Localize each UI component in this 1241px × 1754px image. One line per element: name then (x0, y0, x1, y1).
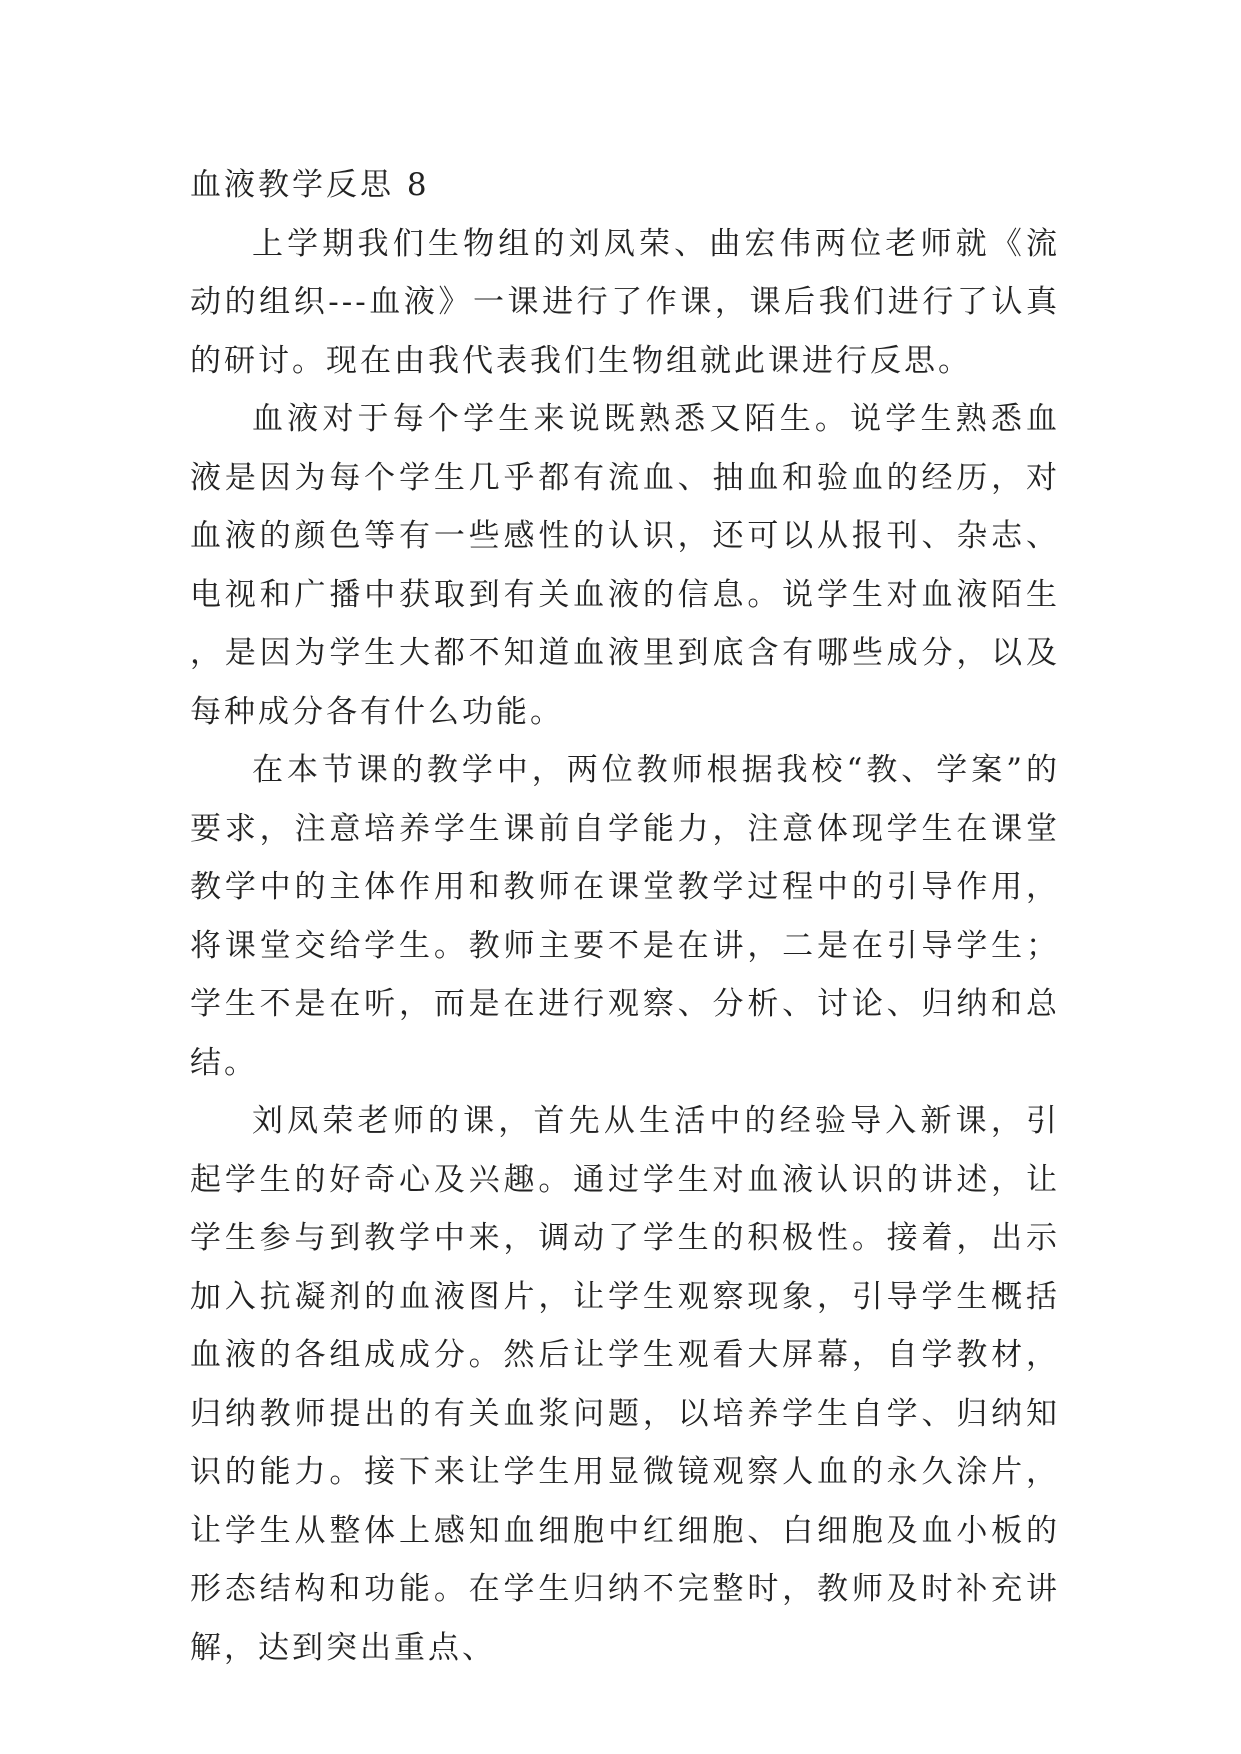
document-body (190, 156, 1060, 1677)
paragraph-student-familiarity: 血液对于每个学生来说既熟悉又陌生。说学生熟悉血液是因为每个学生几乎都有流血、抽血和验血的经历，对血液的颜色等有一些感性的认识，还可以从报刊、杂志、电视和广播中获取到有关血液的信息。说学生对血液陌生，是因为学生大都不知道血液里到底含有哪些成分，以及每种成分各有什么功能。 (190, 401, 1060, 730)
paragraph-liu-lesson: 刘凤荣老师的课，首先从生活中的经验导入新课，引起学生的好奇心及兴趣。通过学生对血液认识的讲述，让学生参与到教学中来，调动了学生的积极性。接着，出示加入抗凝剂的血液图片，让学生观察现象，引导学生概括血液的各组成成分。然后让学生观看大屏幕，自学教材，归纳教师提出的有关血浆问题，以培养学生自学、归纳知识的能力。接下来让学生用显微镜观察人血的永久涂片，让学生从整体上感知血细胞中红细胞、白细胞及血小板的形态结构和功能。在学生归纳不完整时，教师及时补充讲解，达到突出重点、 (190, 1103, 1060, 1666)
paragraph-course-intro: 上学期我们生物组的刘凤荣、曲宏伟两位老师就《流动的组织---血液》一课进行了作课，课后我们进行了认真的研讨。现在由我代表我们生物组就此课进行反思。 (190, 225, 1060, 379)
document-title: 血液教学反思 8 (190, 167, 430, 203)
paragraph-teaching-approach: 在本节课的教学中，两位教师根据我校“教、学案”的要求，注意培养学生课前自学能力，注意体现学生在课堂教学中的主体作用和教师在课堂教学过程中的引导作用，将课堂交给学生。教师主要不是在讲，二是在引导学生；学生不是在听，而是在进行观察、分析、讨论、归纳和总结。 (190, 752, 1060, 1081)
